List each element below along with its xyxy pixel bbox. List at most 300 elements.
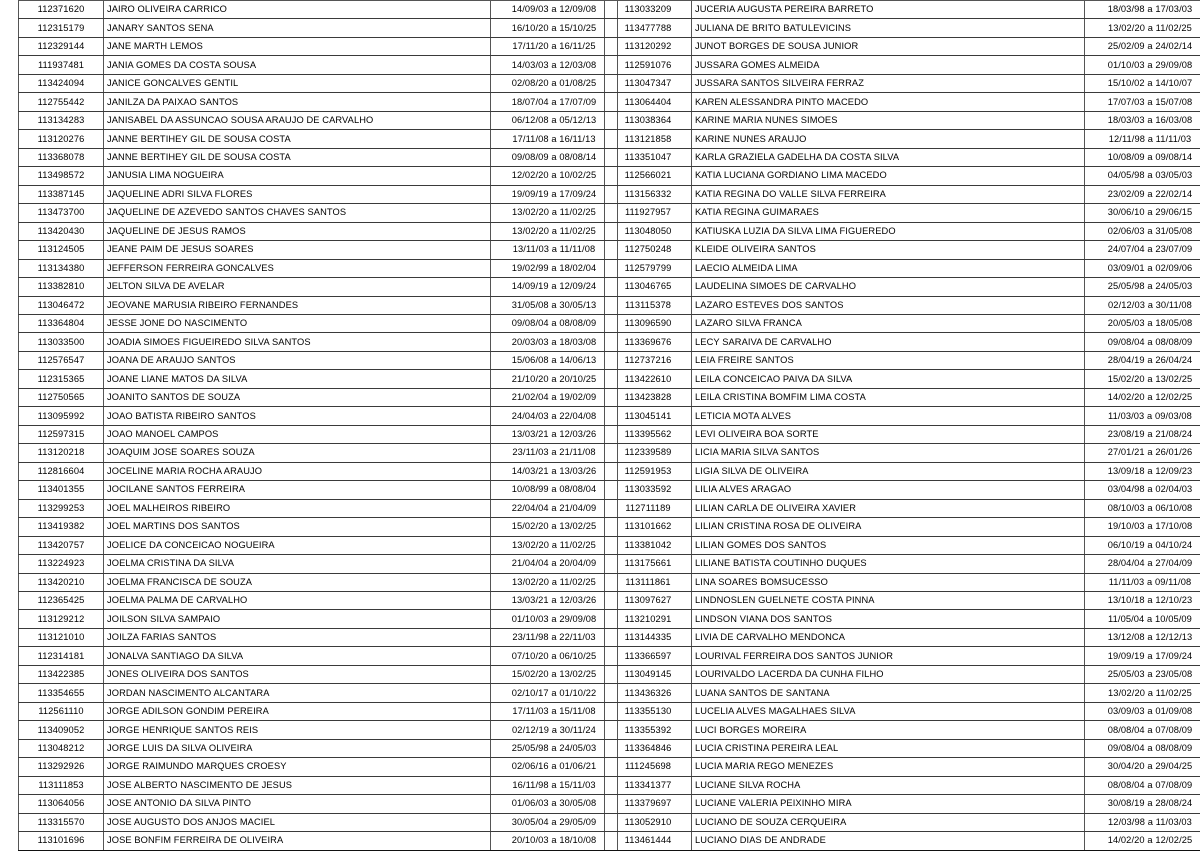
cell-period-range: 13/10/18 a 12/10/23 <box>1085 592 1200 610</box>
table-row <box>605 832 1200 850</box>
table-row <box>19 296 618 314</box>
cell-person-name: JUNOT BORGES DE SOUSA JUNIOR <box>692 37 1085 55</box>
cell-period-range: 13/03/21 a 12/03/26 <box>491 425 618 443</box>
table-row <box>605 37 1200 55</box>
left-listing-table <box>18 0 618 851</box>
cell-person-name: JANUSIA LIMA NOGUEIRA <box>104 167 491 185</box>
cell-period-range: 15/02/20 a 13/02/25 <box>1085 370 1200 388</box>
right-listing-table <box>604 0 1200 851</box>
cell-period-range: 25/05/98 a 24/05/03 <box>491 739 618 757</box>
cell-person-name: JOEL MALHEIROS RIBEIRO <box>104 499 491 517</box>
table-row <box>605 351 1200 369</box>
cell-period-range: 14/02/20 a 12/02/25 <box>1085 832 1200 850</box>
cell-registration-id: 113134283 <box>19 111 104 129</box>
cell-period-range: 09/08/09 a 08/08/14 <box>491 148 618 166</box>
cell-period-range: 22/04/04 a 21/04/09 <box>491 499 618 517</box>
cell-period-range: 17/07/03 a 15/07/08 <box>1085 93 1200 111</box>
cell-period-range: 13/11/03 a 11/11/08 <box>491 241 618 259</box>
cell-person-name: JOSE ALBERTO NASCIMENTO DE JESUS <box>104 776 491 794</box>
cell-person-name: LEIA FREIRE SANTOS <box>692 351 1085 369</box>
cell-period-range: 14/02/20 a 12/02/25 <box>1085 388 1200 406</box>
cell-period-range: 17/11/08 a 16/11/13 <box>491 130 618 148</box>
table-row <box>19 407 618 425</box>
cell-period-range: 27/01/21 a 26/01/26 <box>1085 444 1200 462</box>
table-row <box>19 370 618 388</box>
cell-registration-id: 113111861 <box>605 573 692 591</box>
cell-registration-id: 113120276 <box>19 130 104 148</box>
cell-period-range: 15/02/20 a 13/02/25 <box>491 518 618 536</box>
cell-person-name: KARINE NUNES ARAUJO <box>692 130 1085 148</box>
cell-registration-id: 112711189 <box>605 499 692 517</box>
table-row <box>605 204 1200 222</box>
table-row <box>605 278 1200 296</box>
cell-registration-id: 113461444 <box>605 832 692 850</box>
cell-registration-id: 113424094 <box>19 74 104 92</box>
cell-period-range: 28/04/04 a 27/04/09 <box>1085 555 1200 573</box>
cell-period-range: 13/09/18 a 12/09/23 <box>1085 462 1200 480</box>
cell-person-name: JOANA DE ARAUJO SANTOS <box>104 351 491 369</box>
cell-person-name: KARLA GRAZIELA GADELHA DA COSTA SILVA <box>692 148 1085 166</box>
table-row <box>19 795 618 813</box>
table-row <box>605 185 1200 203</box>
cell-person-name: LAZARO SILVA FRANCA <box>692 314 1085 332</box>
table-row <box>19 684 618 702</box>
cell-registration-id: 113038364 <box>605 111 692 129</box>
cell-period-range: 19/02/99 a 18/02/04 <box>491 259 618 277</box>
cell-registration-id: 113366597 <box>605 647 692 665</box>
cell-person-name: JORGE LUIS DA SILVA OLIVEIRA <box>104 739 491 757</box>
cell-registration-id: 112591953 <box>605 462 692 480</box>
cell-period-range: 06/12/08 a 05/12/13 <box>491 111 618 129</box>
cell-period-range: 18/03/98 a 17/03/03 <box>1085 1 1200 19</box>
cell-period-range: 14/09/03 a 12/09/08 <box>491 1 618 19</box>
table-row <box>19 665 618 683</box>
cell-registration-id: 113046765 <box>605 278 692 296</box>
cell-period-range: 23/11/98 a 22/11/03 <box>491 628 618 646</box>
cell-person-name: JUCERIA AUGUSTA PEREIRA BARRETO <box>692 1 1085 19</box>
cell-person-name: JOADIA SIMOES FIGUEIREDO SILVA SANTOS <box>104 333 491 351</box>
cell-registration-id: 113409052 <box>19 721 104 739</box>
cell-person-name: LUCELIA ALVES MAGALHAES SILVA <box>692 702 1085 720</box>
cell-registration-id: 113355392 <box>605 721 692 739</box>
cell-period-range: 19/09/19 a 17/09/24 <box>1085 647 1200 665</box>
table-row <box>19 628 618 646</box>
cell-registration-id: 113124505 <box>19 241 104 259</box>
cell-period-range: 13/02/20 a 11/02/25 <box>1085 19 1200 37</box>
cell-person-name: LUCIA MARIA REGO MENEZES <box>692 758 1085 776</box>
cell-period-range: 13/02/20 a 11/02/25 <box>1085 684 1200 702</box>
table-row <box>605 573 1200 591</box>
cell-registration-id: 112365425 <box>19 592 104 610</box>
table-row <box>19 481 618 499</box>
cell-person-name: JAIRO OLIVEIRA CARRICO <box>104 1 491 19</box>
cell-person-name: JOCELINE MARIA ROCHA ARAUJO <box>104 462 491 480</box>
cell-person-name: JEOVANE MARUSIA RIBEIRO FERNANDES <box>104 296 491 314</box>
cell-person-name: KAREN ALESSANDRA PINTO MACEDO <box>692 93 1085 111</box>
table-row <box>19 592 618 610</box>
table-row <box>605 222 1200 240</box>
cell-person-name: JOAO MANOEL CAMPOS <box>104 425 491 443</box>
table-row <box>19 832 618 850</box>
table-row <box>19 555 618 573</box>
table-row <box>19 388 618 406</box>
table-row <box>19 702 618 720</box>
cell-person-name: LUCIANO DIAS DE ANDRADE <box>692 832 1085 850</box>
cell-registration-id: 113477788 <box>605 19 692 37</box>
cell-period-range: 06/10/19 a 04/10/24 <box>1085 536 1200 554</box>
cell-person-name: LILIANE BATISTA COUTINHO DUQUES <box>692 555 1085 573</box>
cell-period-range: 02/06/16 a 01/06/21 <box>491 758 618 776</box>
table-row <box>605 684 1200 702</box>
cell-registration-id: 113120292 <box>605 37 692 55</box>
cell-registration-id: 113111853 <box>19 776 104 794</box>
table-row <box>19 74 618 92</box>
table-row <box>605 333 1200 351</box>
table-row <box>605 592 1200 610</box>
cell-person-name: JOSE AUGUSTO DOS ANJOS MACIEL <box>104 813 491 831</box>
table-row <box>605 130 1200 148</box>
cell-registration-id: 113292926 <box>19 758 104 776</box>
table-row <box>19 185 618 203</box>
cell-period-range: 11/05/04 a 10/05/09 <box>1085 610 1200 628</box>
cell-person-name: LAECIO ALMEIDA LIMA <box>692 259 1085 277</box>
table-row <box>605 776 1200 794</box>
cell-registration-id: 113473700 <box>19 204 104 222</box>
cell-registration-id: 113369676 <box>605 333 692 351</box>
cell-person-name: JOELICE DA CONCEICAO NOGUEIRA <box>104 536 491 554</box>
cell-period-range: 21/02/04 a 19/02/09 <box>491 388 618 406</box>
cell-registration-id: 113420210 <box>19 573 104 591</box>
cell-person-name: JORGE ADILSON GONDIM PEREIRA <box>104 702 491 720</box>
cell-registration-id: 112755442 <box>19 93 104 111</box>
cell-registration-id: 112339589 <box>605 444 692 462</box>
cell-period-range: 17/11/03 a 15/11/08 <box>491 702 618 720</box>
table-row <box>605 388 1200 406</box>
cell-person-name: LILIAN GOMES DOS SANTOS <box>692 536 1085 554</box>
cell-registration-id: 113364804 <box>19 314 104 332</box>
cell-person-name: KATIA LUCIANA GORDIANO LIMA MACEDO <box>692 167 1085 185</box>
cell-person-name: JEFFERSON FERREIRA GONCALVES <box>104 259 491 277</box>
table-row <box>605 1 1200 19</box>
cell-registration-id: 112371620 <box>19 1 104 19</box>
cell-person-name: LEILA CONCEICAO PAIVA DA SILVA <box>692 370 1085 388</box>
table-row <box>605 296 1200 314</box>
cell-period-range: 21/04/04 a 20/04/09 <box>491 555 618 573</box>
cell-person-name: LUCIA CRISTINA PEREIRA LEAL <box>692 739 1085 757</box>
cell-period-range: 23/11/03 a 21/11/08 <box>491 444 618 462</box>
table-row <box>19 721 618 739</box>
cell-registration-id: 112737216 <box>605 351 692 369</box>
cell-person-name: LEILA CRISTINA BOMFIM LIMA COSTA <box>692 388 1085 406</box>
cell-period-range: 13/12/08 a 12/12/13 <box>1085 628 1200 646</box>
table-row <box>605 628 1200 646</box>
cell-registration-id: 113115378 <box>605 296 692 314</box>
cell-registration-id: 113033592 <box>605 481 692 499</box>
cell-registration-id: 113382810 <box>19 278 104 296</box>
cell-person-name: JONALVA SANTIAGO DA SILVA <box>104 647 491 665</box>
cell-period-range: 03/09/03 a 01/09/08 <box>1085 702 1200 720</box>
cell-period-range: 14/09/19 a 12/09/24 <box>491 278 618 296</box>
table-row <box>605 481 1200 499</box>
table-row <box>605 536 1200 554</box>
cell-registration-id: 113095992 <box>19 407 104 425</box>
table-row <box>605 518 1200 536</box>
cell-period-range: 23/02/09 a 22/02/14 <box>1085 185 1200 203</box>
cell-registration-id: 113064056 <box>19 795 104 813</box>
cell-person-name: JOAO BATISTA RIBEIRO SANTOS <box>104 407 491 425</box>
cell-registration-id: 113064404 <box>605 93 692 111</box>
cell-period-range: 09/08/04 a 08/08/09 <box>1085 333 1200 351</box>
cell-registration-id: 112329144 <box>19 37 104 55</box>
table-row <box>605 499 1200 517</box>
cell-period-range: 24/04/03 a 22/04/08 <box>491 407 618 425</box>
table-row <box>605 444 1200 462</box>
cell-person-name: LINA SOARES BOMSUCESSO <box>692 573 1085 591</box>
cell-person-name: JOEL MARTINS DOS SANTOS <box>104 518 491 536</box>
table-row <box>605 148 1200 166</box>
cell-period-range: 20/03/03 a 18/03/08 <box>491 333 618 351</box>
table-row <box>605 74 1200 92</box>
cell-registration-id: 113423828 <box>605 388 692 406</box>
table-row <box>605 259 1200 277</box>
cell-registration-id: 113379697 <box>605 795 692 813</box>
table-row <box>605 555 1200 573</box>
cell-period-range: 09/08/04 a 08/08/09 <box>491 314 618 332</box>
cell-person-name: JUSSARA GOMES ALMEIDA <box>692 56 1085 74</box>
table-row <box>605 702 1200 720</box>
table-row <box>19 93 618 111</box>
cell-registration-id: 113097627 <box>605 592 692 610</box>
cell-registration-id: 113129212 <box>19 610 104 628</box>
cell-person-name: JOSE ANTONIO DA SILVA PINTO <box>104 795 491 813</box>
table-row <box>19 758 618 776</box>
cell-person-name: JORDAN NASCIMENTO ALCANTARA <box>104 684 491 702</box>
cell-registration-id: 112314181 <box>19 647 104 665</box>
table-row <box>605 56 1200 74</box>
table-row <box>605 721 1200 739</box>
cell-period-range: 20/05/03 a 18/05/08 <box>1085 314 1200 332</box>
cell-registration-id: 111927957 <box>605 204 692 222</box>
cell-person-name: JOELMA CRISTINA DA SILVA <box>104 555 491 573</box>
cell-person-name: JANNE BERTIHEY GIL DE SOUSA COSTA <box>104 148 491 166</box>
table-row <box>19 499 618 517</box>
cell-person-name: JORGE RAIMUNDO MARQUES CROESY <box>104 758 491 776</box>
table-row <box>19 148 618 166</box>
cell-person-name: LUCIANO DE SOUZA CERQUEIRA <box>692 813 1085 831</box>
cell-person-name: LIVIA DE CARVALHO MENDONCA <box>692 628 1085 646</box>
cell-period-range: 16/10/20 a 15/10/25 <box>491 19 618 37</box>
cell-registration-id: 113419382 <box>19 518 104 536</box>
table-row <box>605 407 1200 425</box>
cell-period-range: 15/10/02 a 14/10/07 <box>1085 74 1200 92</box>
cell-registration-id: 113498572 <box>19 167 104 185</box>
cell-period-range: 08/08/04 a 07/08/09 <box>1085 721 1200 739</box>
cell-period-range: 13/02/20 a 11/02/25 <box>491 573 618 591</box>
cell-registration-id: 113033209 <box>605 1 692 19</box>
cell-period-range: 30/04/20 a 29/04/25 <box>1085 758 1200 776</box>
table-row <box>19 1 618 19</box>
cell-person-name: JANE MARTH LEMOS <box>104 37 491 55</box>
cell-registration-id: 112566021 <box>605 167 692 185</box>
cell-period-range: 02/10/17 a 01/10/22 <box>491 684 618 702</box>
cell-period-range: 04/05/98 a 03/05/03 <box>1085 167 1200 185</box>
cell-registration-id: 112315179 <box>19 19 104 37</box>
cell-period-range: 30/08/19 a 28/08/24 <box>1085 795 1200 813</box>
cell-person-name: JELTON SILVA DE AVELAR <box>104 278 491 296</box>
table-row <box>19 518 618 536</box>
cell-period-range: 16/11/98 a 15/11/03 <box>491 776 618 794</box>
cell-person-name: JAQUELINE DE JESUS RAMOS <box>104 222 491 240</box>
table-row <box>605 425 1200 443</box>
table-row <box>19 351 618 369</box>
cell-person-name: JONES OLIVEIRA DOS SANTOS <box>104 665 491 683</box>
cell-person-name: LETICIA MOTA ALVES <box>692 407 1085 425</box>
cell-period-range: 13/03/21 a 12/03/26 <box>491 592 618 610</box>
cell-registration-id: 113144335 <box>605 628 692 646</box>
cell-period-range: 30/05/04 a 29/05/09 <box>491 813 618 831</box>
cell-period-range: 25/05/98 a 24/05/03 <box>1085 278 1200 296</box>
cell-person-name: LOURIVALDO LACERDA DA CUNHA FILHO <box>692 665 1085 683</box>
cell-registration-id: 113120218 <box>19 444 104 462</box>
cell-person-name: LECY SARAIVA DE CARVALHO <box>692 333 1085 351</box>
cell-period-range: 08/10/03 a 06/10/08 <box>1085 499 1200 517</box>
cell-period-range: 11/11/03 a 09/11/08 <box>1085 573 1200 591</box>
table-row <box>19 278 618 296</box>
cell-person-name: JANIA GOMES DA COSTA SOUSA <box>104 56 491 74</box>
cell-period-range: 13/02/20 a 11/02/25 <box>491 204 618 222</box>
table-row <box>19 204 618 222</box>
table-row <box>605 665 1200 683</box>
table-row <box>19 573 618 591</box>
cell-registration-id: 113315570 <box>19 813 104 831</box>
cell-period-range: 12/11/98 a 11/11/03 <box>1085 130 1200 148</box>
cell-person-name: JESSE JONE DO NASCIMENTO <box>104 314 491 332</box>
table-row <box>19 222 618 240</box>
table-row <box>19 241 618 259</box>
table-row <box>605 19 1200 37</box>
cell-person-name: JANICE GONCALVES GENTIL <box>104 74 491 92</box>
cell-registration-id: 113049145 <box>605 665 692 683</box>
cell-period-range: 03/04/98 a 02/04/03 <box>1085 481 1200 499</box>
cell-person-name: LILIA ALVES ARAGAO <box>692 481 1085 499</box>
cell-period-range: 14/03/21 a 13/03/26 <box>491 462 618 480</box>
table-row <box>19 776 618 794</box>
cell-registration-id: 113046472 <box>19 296 104 314</box>
cell-registration-id: 113175661 <box>605 555 692 573</box>
cell-person-name: JANILZA DA PAIXAO SANTOS <box>104 93 491 111</box>
cell-registration-id: 113420757 <box>19 536 104 554</box>
cell-period-range: 14/03/03 a 12/03/08 <box>491 56 618 74</box>
cell-period-range: 30/06/10 a 29/06/15 <box>1085 204 1200 222</box>
table-row <box>605 93 1200 111</box>
cell-person-name: KARINE MARIA NUNES SIMOES <box>692 111 1085 129</box>
cell-period-range: 19/09/19 a 17/09/24 <box>491 185 618 203</box>
cell-person-name: JOANITO SANTOS DE SOUZA <box>104 388 491 406</box>
cell-person-name: LAUDELINA SIMOES DE CARVALHO <box>692 278 1085 296</box>
cell-registration-id: 113121858 <box>605 130 692 148</box>
cell-period-range: 09/08/04 a 08/08/09 <box>1085 739 1200 757</box>
cell-person-name: LILIAN CARLA DE OLIVEIRA XAVIER <box>692 499 1085 517</box>
cell-period-range: 10/08/99 a 08/08/04 <box>491 481 618 499</box>
cell-registration-id: 112750565 <box>19 388 104 406</box>
cell-person-name: LILIAN CRISTINA ROSA DE OLIVEIRA <box>692 518 1085 536</box>
cell-period-range: 02/06/03 a 31/05/08 <box>1085 222 1200 240</box>
cell-registration-id: 112315365 <box>19 370 104 388</box>
cell-registration-id: 112579799 <box>605 259 692 277</box>
cell-registration-id: 113387145 <box>19 185 104 203</box>
cell-period-range: 25/02/09 a 24/02/14 <box>1085 37 1200 55</box>
cell-person-name: JAQUELINE DE AZEVEDO SANTOS CHAVES SANTOS <box>104 204 491 222</box>
cell-registration-id: 113048050 <box>605 222 692 240</box>
cell-person-name: LOURIVAL FERREIRA DOS SANTOS JUNIOR <box>692 647 1085 665</box>
table-row <box>19 130 618 148</box>
cell-registration-id: 113351047 <box>605 148 692 166</box>
cell-registration-id: 113299253 <box>19 499 104 517</box>
cell-person-name: JOANE LIANE MATOS DA SILVA <box>104 370 491 388</box>
cell-person-name: JOCILANE SANTOS FERREIRA <box>104 481 491 499</box>
table-row <box>19 37 618 55</box>
cell-person-name: JEANE PAIM DE JESUS SOARES <box>104 241 491 259</box>
cell-period-range: 10/08/09 a 09/08/14 <box>1085 148 1200 166</box>
cell-person-name: KLEIDE OLIVEIRA SANTOS <box>692 241 1085 259</box>
cell-period-range: 23/08/19 a 21/08/24 <box>1085 425 1200 443</box>
cell-registration-id: 113364846 <box>605 739 692 757</box>
table-row <box>19 610 618 628</box>
cell-registration-id: 113121010 <box>19 628 104 646</box>
cell-period-range: 25/05/03 a 23/05/08 <box>1085 665 1200 683</box>
table-row <box>19 647 618 665</box>
cell-person-name: KATIA REGINA GUIMARAES <box>692 204 1085 222</box>
cell-registration-id: 112561110 <box>19 702 104 720</box>
cell-person-name: KATIA REGINA DO VALLE SILVA FERREIRA <box>692 185 1085 203</box>
cell-person-name: JOSE BONFIM FERREIRA DE OLIVEIRA <box>104 832 491 850</box>
cell-registration-id: 113381042 <box>605 536 692 554</box>
cell-registration-id: 113134380 <box>19 259 104 277</box>
table-row <box>605 462 1200 480</box>
cell-period-range: 24/07/04 a 23/07/09 <box>1085 241 1200 259</box>
table-row <box>19 813 618 831</box>
cell-person-name: LIGIA SILVA DE OLIVEIRA <box>692 462 1085 480</box>
table-row <box>19 425 618 443</box>
right-column <box>578 0 1200 851</box>
cell-registration-id: 113101696 <box>19 832 104 850</box>
cell-period-range: 20/10/03 a 18/10/08 <box>491 832 618 850</box>
cell-registration-id: 112591076 <box>605 56 692 74</box>
cell-registration-id: 113224923 <box>19 555 104 573</box>
cell-person-name: KATIUSKA LUZIA DA SILVA LIMA FIGUEREDO <box>692 222 1085 240</box>
cell-registration-id: 111937481 <box>19 56 104 74</box>
cell-registration-id: 113436326 <box>605 684 692 702</box>
table-row <box>19 462 618 480</box>
cell-period-range: 01/06/03 a 30/05/08 <box>491 795 618 813</box>
cell-period-range: 12/02/20 a 10/02/25 <box>491 167 618 185</box>
cell-person-name: LAZARO ESTEVES DOS SANTOS <box>692 296 1085 314</box>
table-row <box>605 111 1200 129</box>
cell-registration-id: 113052910 <box>605 813 692 831</box>
table-row <box>605 739 1200 757</box>
table-row <box>19 314 618 332</box>
table-row <box>19 444 618 462</box>
table-row <box>605 758 1200 776</box>
cell-registration-id: 112816604 <box>19 462 104 480</box>
cell-person-name: LUANA SANTOS DE SANTANA <box>692 684 1085 702</box>
table-row <box>605 241 1200 259</box>
table-row <box>19 167 618 185</box>
cell-period-range: 18/07/04 a 17/07/09 <box>491 93 618 111</box>
cell-period-range: 02/12/03 a 30/11/08 <box>1085 296 1200 314</box>
table-row <box>605 647 1200 665</box>
cell-registration-id: 113033500 <box>19 333 104 351</box>
